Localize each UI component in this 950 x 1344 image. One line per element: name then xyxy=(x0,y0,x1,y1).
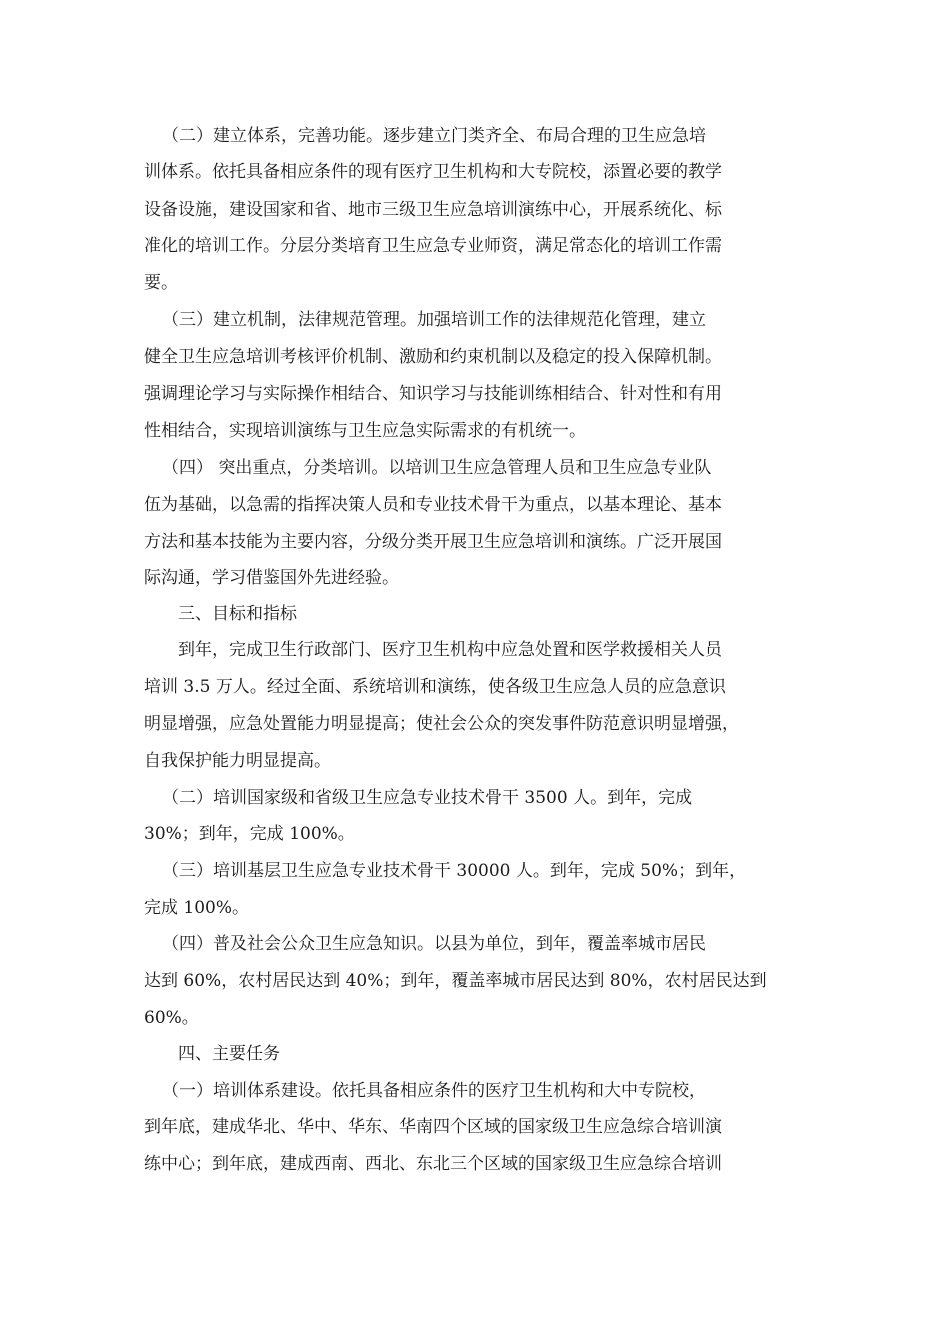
text-line: 健全卫生应急培训考核评价机制、激励和约束机制以及稳定的投入保障机制。 xyxy=(144,347,722,367)
text-line: 练中心；到年底，建成西南、西北、东北三个区域的国家级卫生应急综合培训 xyxy=(144,1154,722,1174)
text-line: （四） 突出重点，分类培训。以培训卫生应急管理人员和卫生应急专业队 xyxy=(162,458,712,478)
text-line: （四）普及社会公众卫生应急知识。以县为单位，到年，覆盖率城市居民 xyxy=(162,934,706,954)
text-line: 训体系。依托具备相应条件的现有医疗卫生机构和大专院校，添置必要的教学 xyxy=(144,162,722,182)
text-line: 30%；到年，完成 100%。 xyxy=(144,824,355,844)
text-line: 强调理论学习与实际操作相结合、知识学习与技能训练相结合、针对性和有用 xyxy=(144,384,722,404)
text-line: 性相结合，实现培训演练与卫生应急实际需求的有机统一。 xyxy=(144,421,586,441)
text-line: （三）建立机制，法律规范管理。加强培训工作的法律规范化管理，建立 xyxy=(162,310,706,330)
text-line: 培训 3.5 万人。经过全面、系统培训和演练，使各级卫生应急人员的应急意识 xyxy=(144,677,726,697)
text-line: 到年底，建成华北、华中、华东、华南四个区域的国家级卫生应急综合培训演 xyxy=(144,1117,722,1137)
text-line: 明显增强，应急处置能力明显提高；使社会公众的突发事件防范意识明显增强， xyxy=(144,714,739,734)
text-line: （二）培训国家级和省级卫生应急专业技术骨干 3500 人。到年，完成 xyxy=(162,788,693,808)
text-line: 自我保护能力明显提高。 xyxy=(144,751,331,771)
text-line: 伍为基础，以急需的指挥决策人员和专业技术骨干为重点，以基本理论、基本 xyxy=(144,495,722,515)
text-line: （三）培训基层卫生应急专业技术骨干 30000 人。到年，完成 50%；到年， xyxy=(162,861,747,881)
text-line: 准化的培训工作。分层分类培育卫生应急专业师资，满足常态化的培训工作需 xyxy=(144,236,722,256)
text-line: 60%。 xyxy=(144,1008,199,1028)
text-line: （二）建立体系，完善功能。逐步建立门类齐全、布局合理的卫生应急培 xyxy=(162,126,706,146)
text-line: 际沟通，学习借鉴国外先进经验。 xyxy=(144,568,399,588)
section-heading: 三、目标和指标 xyxy=(178,604,297,624)
text-line: 设备设施，建设国家和省、地市三级卫生应急培训演练中心，开展系统化、标 xyxy=(144,200,722,220)
text-line: 要。 xyxy=(144,273,178,293)
text-line: 达到 60%，农村居民达到 40%；到年，覆盖率城市居民达到 80%，农村居民达到 xyxy=(144,971,767,991)
text-line: 完成 100%。 xyxy=(144,898,250,918)
text-line: 方法和基本技能为主要内容，分级分类开展卫生应急培训和演练。广泛开展国 xyxy=(144,532,722,552)
text-line: （一）培训体系建设。依托具备相应条件的医疗卫生机构和大中专院校， xyxy=(162,1081,706,1101)
text-line: 到年，完成卫生行政部门、医疗卫生机构中应急处置和医学救援相关人员 xyxy=(178,640,722,660)
section-heading: 四、主要任务 xyxy=(178,1044,280,1064)
